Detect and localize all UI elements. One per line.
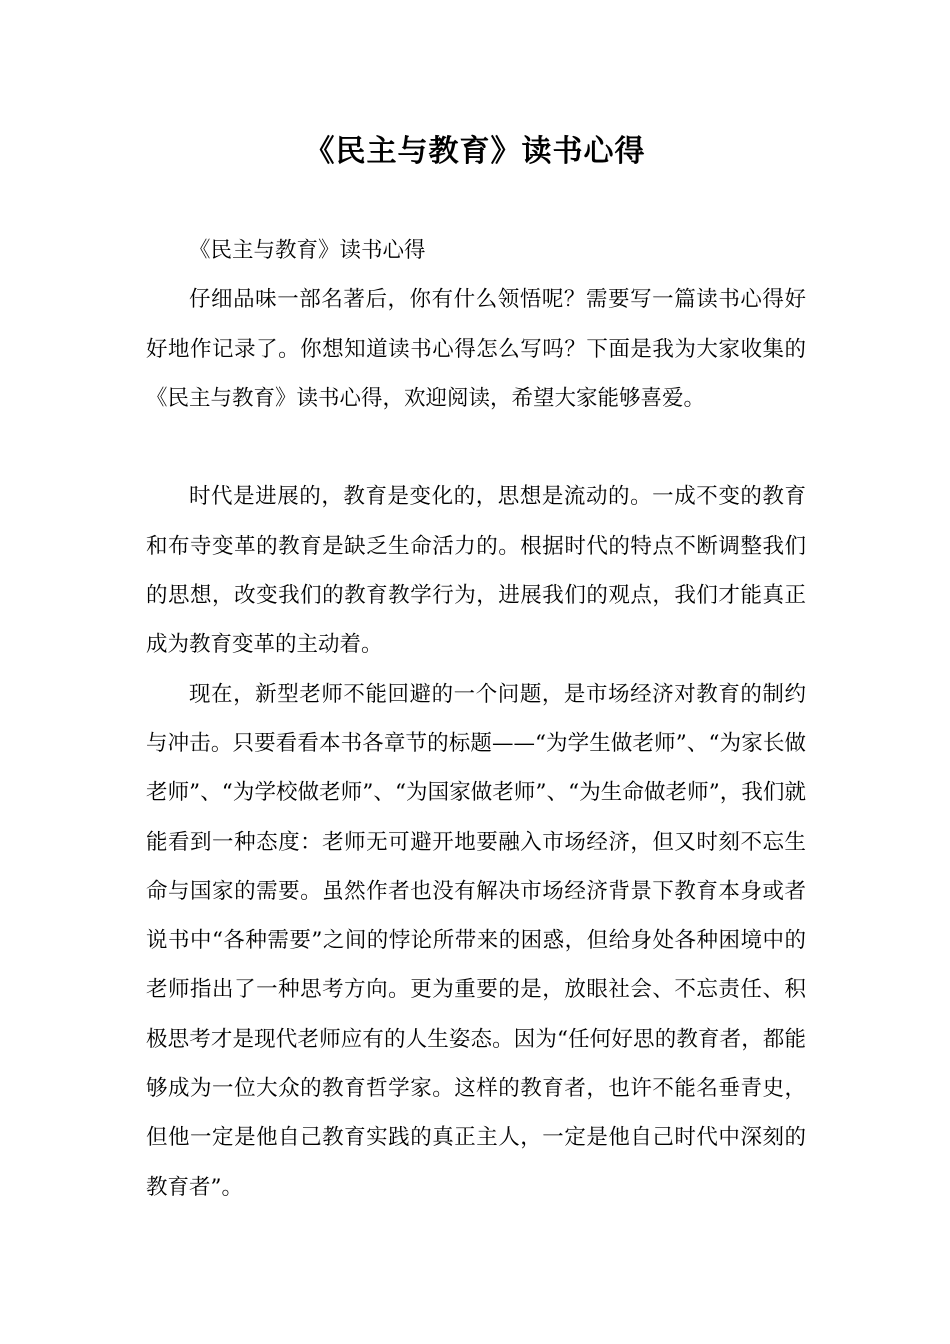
document-title: 《民主与教育》读书心得 bbox=[304, 134, 646, 169]
paragraph-intro: 仔细品味一部名著后，你有什么领悟呢？需要写一篇读书心得好好地作记录了。你想知道读书心得怎么写吗？下面是我为大家收集的《民主与教育》读书心得，欢迎阅读，希望大家能够喜爱。 bbox=[146, 287, 806, 411]
paragraph-1: 时代是进展的，教育是变化的，思想是流动的。一成不变的教育和布寺变革的教育是缺乏生命活力的。根据时代的特点不断调整我们的思想，改变我们的教育教学行为，进展我们的观点，我们才能真正成为教育变革的主动着。 bbox=[146, 484, 806, 658]
paragraph-2: 现在，新型老师不能回避的一个问题，是市场经济对教育的制约与冲击。只要看看本书各章节的标题——“为学生做老师”、“为家长做老师”、“为学校做老师”、“为国家做老师”、“为生命做老师”，我们就能看到一种态度：老师无可避开地要融入市场经济，但又时刻不忘生命与国家的需要。虽然作者也没有解决市场经济背景下教育本身或者说书中“各种需要”之间的悖论所带来的困惑，但给身处各种困境中的老师指出了一种思考方向。更为重要的是，放眼社会、不忘责任、积极思考才是现代老师应有的人生姿态。因为“任何好思的教育者，都能够成为一位大众的教育哲学家。这样的教育者，也许不能名垂青史，但他一定是他自己教育实践的真正主人，一定是他自己时代中深刻的教育者”。 bbox=[146, 681, 806, 1200]
blank-line bbox=[146, 423, 806, 472]
document-body bbox=[146, 226, 806, 1212]
document-subtitle: 《民主与教育》读书心得 bbox=[189, 238, 426, 263]
